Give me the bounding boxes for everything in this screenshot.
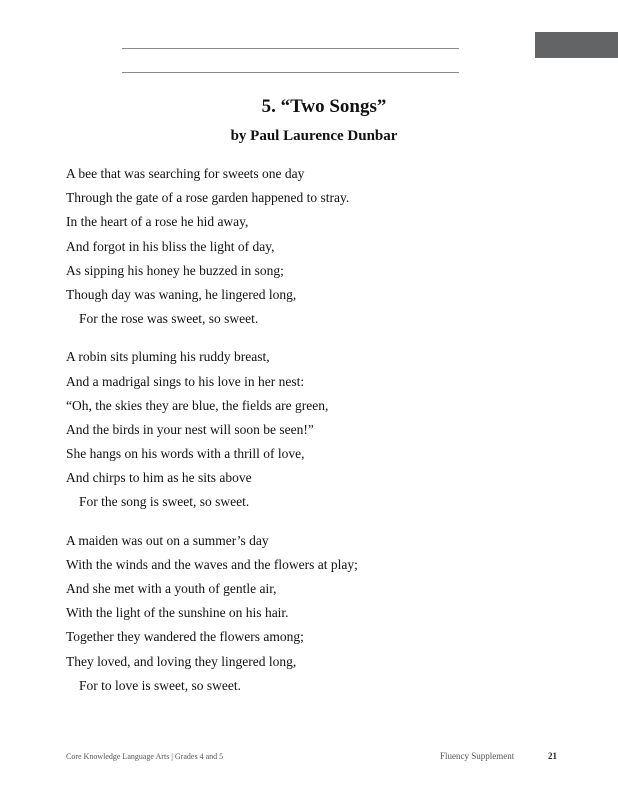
poem-line: Through the gate of a rose garden happened to stray.: [66, 190, 350, 206]
page-title: 5. “Two Songs”: [261, 96, 387, 117]
footer-left-text: Core Knowledge Language Arts | Grades 4 and 5: [66, 752, 224, 761]
byline: by Paul Laurence Dunbar: [230, 128, 398, 144]
poem-line: And a madrigal sings to his love in her nest:: [66, 373, 305, 389]
poem-line: They loved, and loving they lingered long,: [66, 653, 297, 669]
stanza: [66, 347, 586, 516]
refrain-line: For to love is sweet, so sweet.: [79, 677, 241, 693]
poem: [66, 164, 586, 714]
header-rule-top: [122, 48, 459, 49]
poem-line: Though day was waning, he lingered long,: [66, 286, 297, 302]
poem-line: And she met with a youth of gentle air,: [66, 581, 277, 596]
footer-right-text: Fluency Supplement: [440, 751, 515, 761]
poem-line: A maiden was out on a summer’s day: [66, 532, 269, 548]
poem-line: And the birds in your nest will soon be seen!”: [66, 421, 314, 437]
page-number: 21: [548, 751, 557, 761]
poem-line: A bee that was searching for sweets one day: [66, 166, 305, 181]
stanza: [66, 164, 586, 333]
poem-line: In the heart of a rose he hid away,: [66, 214, 249, 230]
refrain-line: For the rose was sweet, so sweet.: [79, 311, 259, 327]
poem-line: As sipping his honey he buzzed in song;: [66, 262, 284, 278]
poem-line: With the light of the sunshine on his hair.: [66, 605, 289, 621]
poem-line: Together they wandered the flowers among;: [66, 629, 304, 645]
poem-line: With the winds and the waves and the flowers at play;: [66, 556, 358, 572]
poem-line: A robin sits pluming his ruddy breast,: [66, 349, 270, 365]
stanza: [66, 531, 586, 700]
refrain-line: For the song is sweet, so sweet.: [79, 494, 250, 510]
corner-tab: [535, 32, 618, 58]
header-rule-bottom: [122, 72, 459, 73]
poem-line: And chirps to him as he sits above: [66, 470, 252, 486]
poem-line: And forgot in his bliss the light of day,: [66, 238, 275, 254]
poem-line: “Oh, the skies they are blue, the fields are green,: [66, 397, 329, 413]
poem-line: She hangs on his words with a thrill of love,: [66, 446, 305, 462]
